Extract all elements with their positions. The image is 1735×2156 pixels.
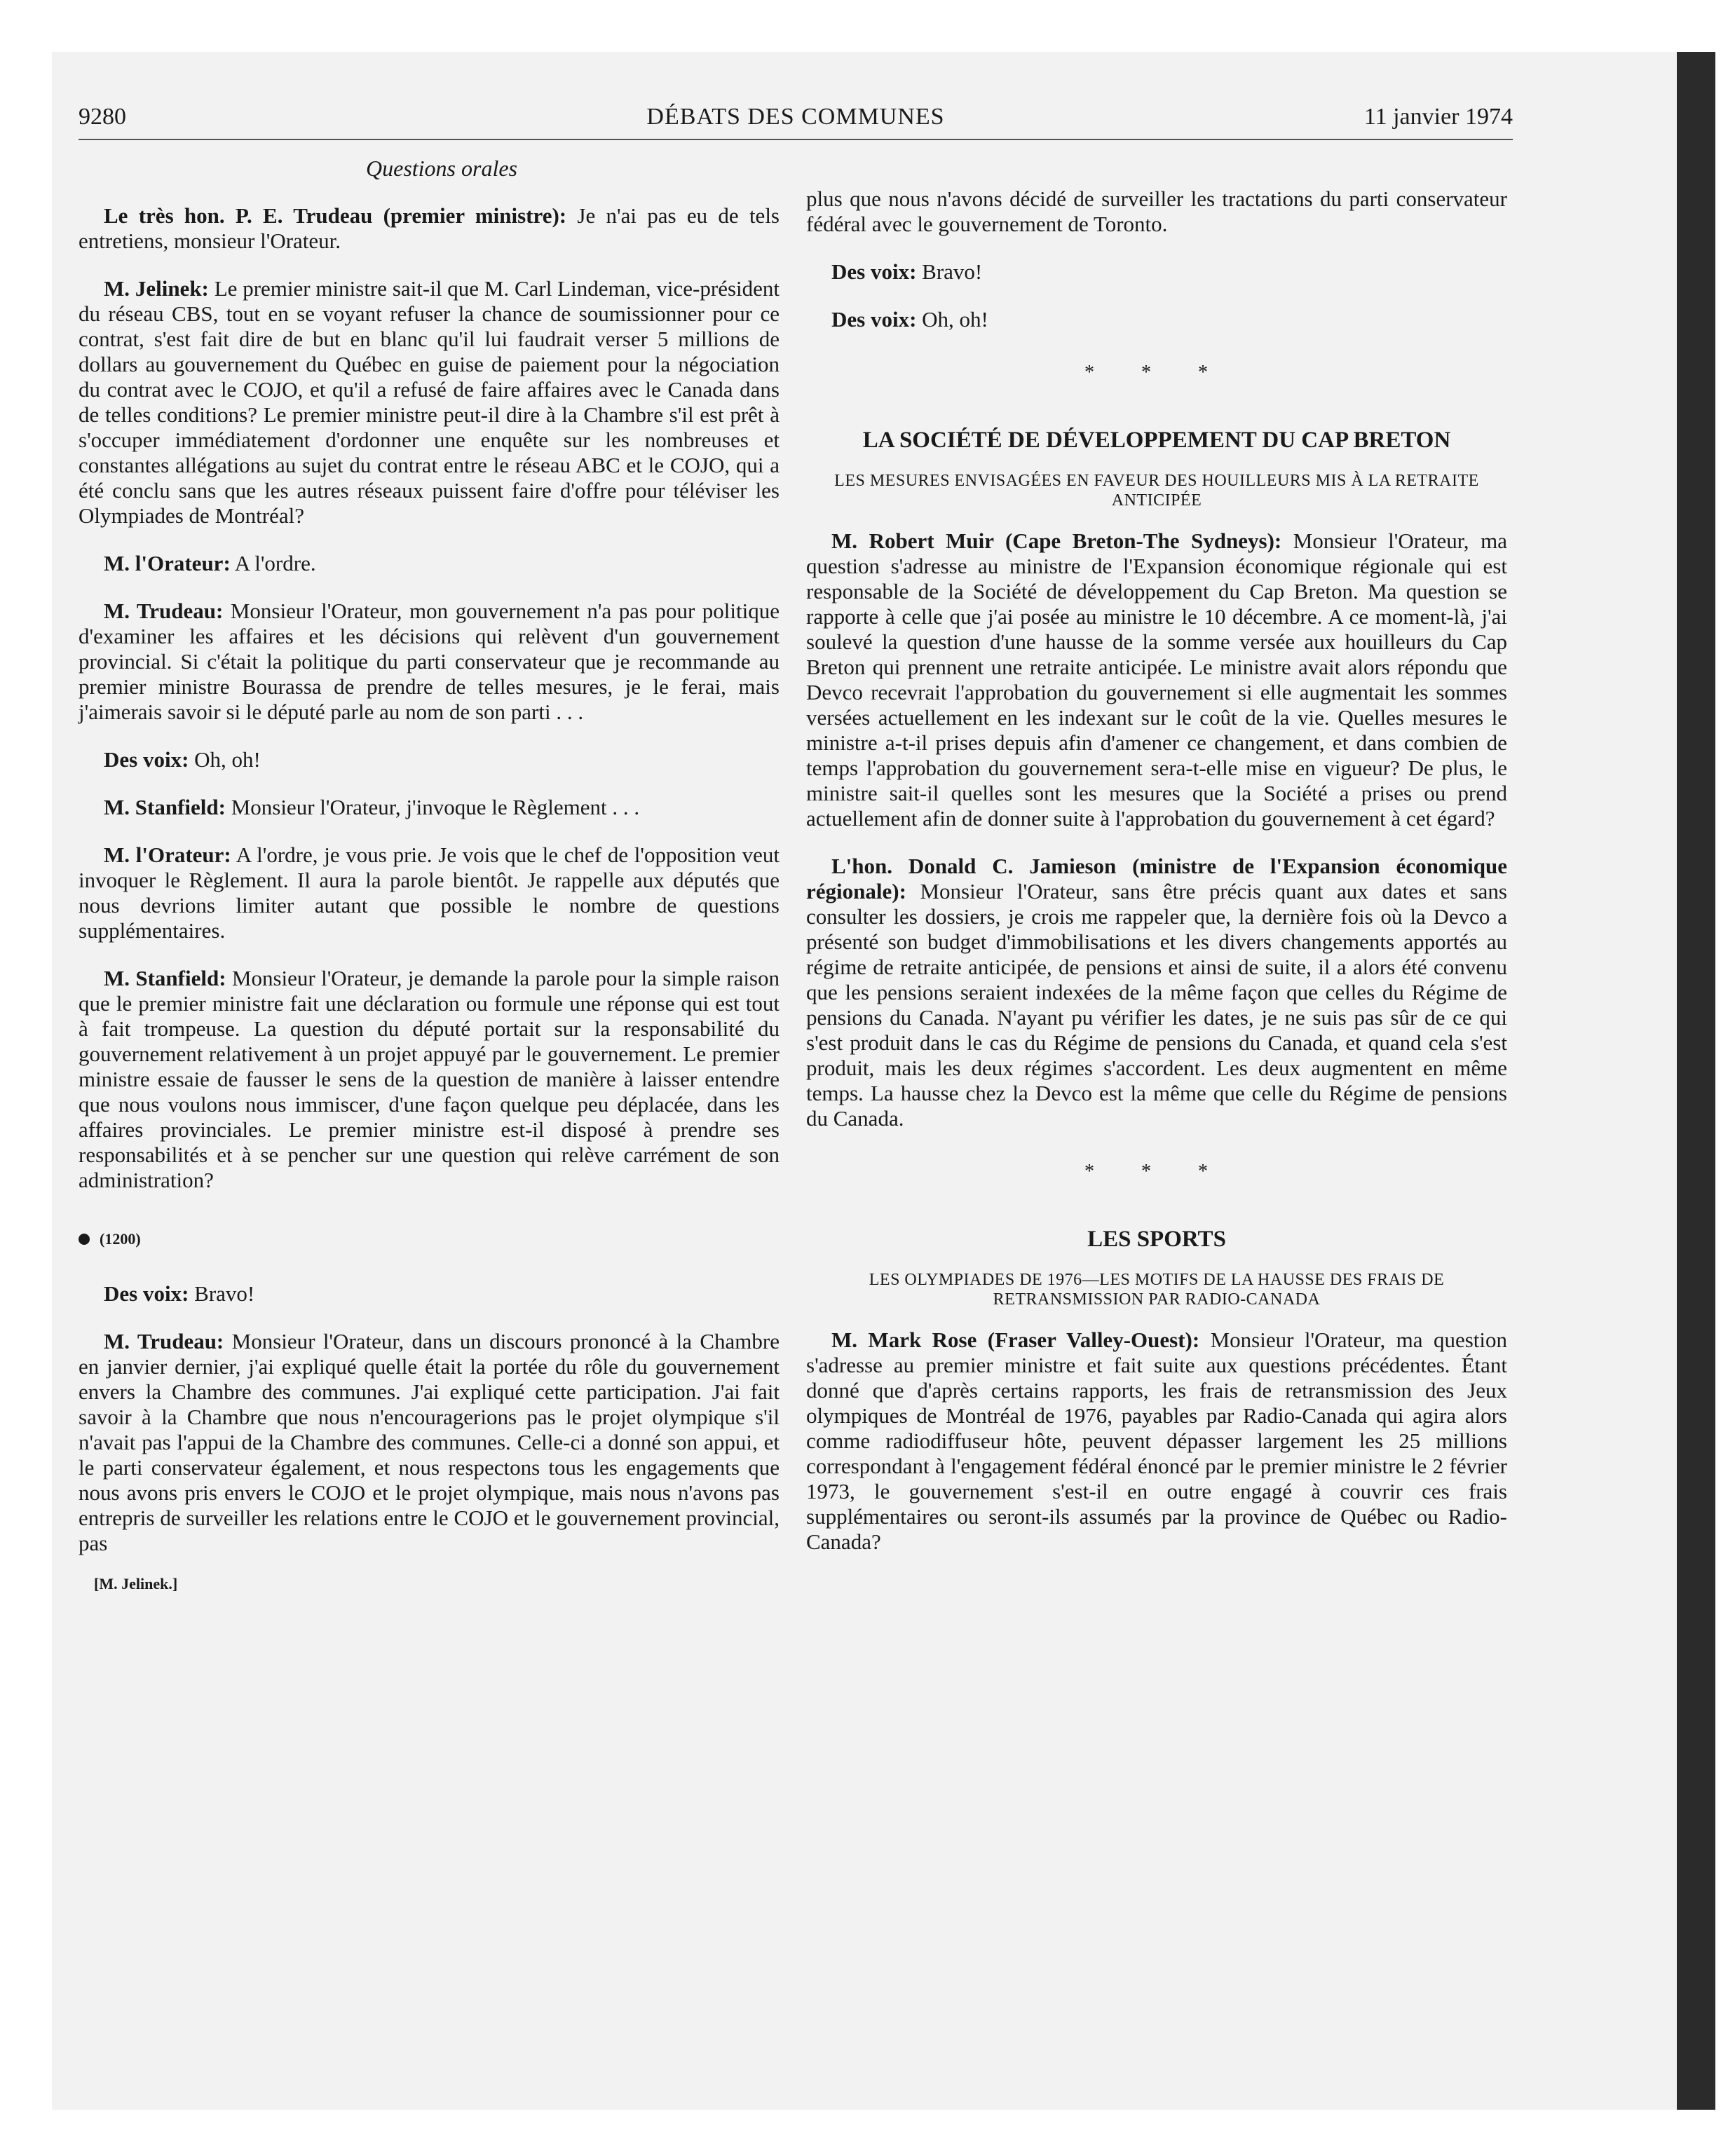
- section-separator: * * *: [1084, 1161, 1229, 1182]
- time-stamp: (1200): [100, 1230, 141, 1248]
- paragraph: [79, 1329, 780, 1556]
- paragraph: [79, 842, 780, 943]
- speaker-footer: [M. Jelinek.]: [94, 1575, 178, 1592]
- speech: Monsieur l'Orateur, je demande la parole pour la simple raison que le premier ministre fait une déclaration ou formule une réponse qui est tout à fait trompeuse. La question du député portait sur la responsabilité du gouvernement relativement à un projet appuyé par le gouvernement. Le premier ministre essaie de fausser le sens de la question de manière à laisser entendre que nous voulons nous immiscer, d'une façon quelque peu déplacée, dans les affaires provinciales. Le premier ministre est-il disposé à prendre ses responsabilités et à se pencher sur une question qui relève carrément de son administration?: [79, 966, 780, 1192]
- speaker: M. l'Orateur:: [104, 842, 231, 867]
- paragraph: [79, 747, 780, 772]
- speech: Monsieur l'Orateur, ma question s'adresse au premier ministre et fait suite aux questions précédentes. Étant donné que d'après certains rapports, les frais de retransmission des Jeux olympiques de Montréal de 1976, payables par Radio-Canada qui agira alors comme radiodiffuseur hôte, peuvent dépasser largement les 25 millions correspondant à l'engagement fédéral énoncé par le premier ministre le 2 février 1973, le gouvernement s'est-il en outre engagé à couvrir ces frais supplémentaires ou seront-ils assumés par la province de Québec ou Radio-Canada?: [806, 1328, 1507, 1554]
- time-marker: [79, 1227, 780, 1252]
- speech: plus que nous n'avons décidé de surveiller les tractations du parti conservateur fédéral avec le gouvernement de Toronto.: [806, 186, 1507, 236]
- speech: Oh, oh!: [189, 747, 261, 772]
- subsection-heading: LES OLYMPIADES DE 1976—LES MOTIFS DE LA HAUSSE DES FRAIS DE RETRANSMISSION PAR RADIO-CANADA: [869, 1271, 1445, 1309]
- speaker: M. l'Orateur:: [104, 551, 231, 575]
- speaker: M. Mark Rose (Fraser Valley-Ouest):: [831, 1328, 1200, 1352]
- speech: A l'ordre.: [230, 551, 316, 575]
- paragraph: [79, 966, 780, 1193]
- subsection-heading: LES MESURES ENVISAGÉES EN FAVEUR DES HOUILLEURS MIS À LA RETRAITE ANTICIPÉE: [834, 472, 1479, 510]
- speech: Bravo!: [916, 259, 983, 284]
- speech: Monsieur l'Orateur, sans être précis quant aux dates et sans consulter les dossiers, je crois me rappeler que, la dernière fois où la Devco a présenté son budget d'immobilisations et les divers changements apportés au régime de retraite anticipée, de pensions et ainsi de suite, il a alors été convenu que les pensions seraient indexées de la même façon que celles du Régime de pensions du Canada. N'ayant pu vérifier les dates, je ne suis pas sûr de ce qui s'est produit dans le cas du Régime de pensions du Canada, et quand cela s'est produit, mais les deux régimes s'accordent. Les deux augmentent en même temps. La hausse chez la Devco est la même que celle du Régime de pensions du Canada.: [806, 879, 1507, 1131]
- section-heading: LA SOCIÉTÉ DE DÉVELOPPEMENT DU CAP BRETON: [862, 428, 1451, 453]
- speaker: M. Robert Muir (Cape Breton-The Sydneys):: [831, 528, 1282, 553]
- paragraph: [79, 203, 780, 254]
- speaker: M. Stanfield:: [104, 795, 226, 819]
- left-column: [79, 156, 780, 1597]
- paragraph: [79, 551, 780, 576]
- publication-date: 11 janvier 1974: [1363, 104, 1513, 130]
- speaker: Des voix:: [831, 307, 917, 332]
- scan-edge: [1677, 52, 1715, 2110]
- paragraph: [79, 599, 780, 725]
- speech: Monsieur l'Orateur, mon gouvernement n'a pas pour politique d'examiner les affaires et les décisions qui relèvent d'un gouvernement provincial. Si c'était la politique du parti conservateur que je recommande au premier ministre Bourassa de prendre de telles mesures, je le ferai, mais j'aimerais savoir si le député parle au nom de son parti . . .: [79, 599, 780, 724]
- section-rubric: Questions orales: [366, 156, 517, 181]
- speech: Monsieur l'Orateur, dans un discours prononcé à la Chambre en janvier dernier, j'ai expliqué quelle était la portée du rôle du gouvernement envers la Chambre des communes. J'ai expliqué cette participation. J'ai fait savoir à la Chambre que nous n'encouragerions pas le projet olympique s'il n'avait pas l'appui de la Chambre des communes. Celle-ci a donné son appui, et le parti conservateur également, et nous respectons tous les engagements que nous avons pris envers le COJO et le projet olympique, mais nous n'avons pas entrepris de surveiller les relations entre le COJO et le gouvernement provincial, pas: [79, 1329, 780, 1555]
- speaker: Des voix:: [104, 747, 189, 772]
- paragraph: [806, 307, 1507, 332]
- speaker: M. Trudeau:: [104, 1329, 224, 1353]
- publication-title: DÉBATS DES COMMUNES: [646, 104, 945, 130]
- speech: Monsieur l'Orateur, ma question s'adresse au ministre de l'Expansion économique régionale qui est responsable de la Société de développement du Cap Breton. Ma question se rapporte à celle que j'ai posée au ministre le 10 décembre. A ce moment-là, j'ai soulevé la question d'une hausse de la somme versée aux houilleurs du Cap Breton qui prennent une retraite anticipée. Le ministre avait alors répondu que Devco recevrait l'approbation du gouvernement si elle augmentait les sommes versées actuellement en les indexant sur le coût de la vie. Quelles mesures le ministre a-t-il prises depuis afin d'amener ce changement, et dans combien de temps l'approbation du gouvernement sera-t-elle mise en vigueur? De plus, le ministre sait-il quelles sont les mesures que la Société a prises ou prend actuellement afin de donner suite à l'approbation du gouvernement à cet égard?: [806, 528, 1507, 831]
- page-header: [79, 104, 1513, 140]
- speech: Monsieur l'Orateur, j'invoque le Règlement . . .: [225, 795, 640, 819]
- paragraph: [806, 186, 1507, 237]
- paragraph: [806, 528, 1507, 831]
- section-separator: * * *: [1084, 362, 1229, 383]
- section-heading: LES SPORTS: [1087, 1227, 1226, 1252]
- speaker: M. Stanfield:: [104, 966, 226, 990]
- paragraph: [806, 259, 1507, 285]
- paragraph: [79, 276, 780, 528]
- paragraph: [806, 854, 1507, 1131]
- speech: Oh, oh!: [916, 307, 988, 332]
- speaker: L'hon. Donald C. Jamieson (ministre de l'Expansion économique régionale):: [806, 854, 1507, 903]
- speaker: M. Trudeau:: [104, 599, 224, 623]
- paragraph: [79, 795, 780, 820]
- speech: Je n'ai pas eu de tels entretiens, monsieur l'Orateur.: [79, 203, 780, 253]
- speech: Bravo!: [189, 1281, 255, 1306]
- bullet-icon: [79, 1234, 90, 1245]
- speech: A l'ordre, je vous prie. Je vois que le chef de l'opposition veut invoquer le Règlement. Il aura la parole bientôt. Je rappelle aux députés que nous devrions limiter autant que possible le nombre de questions supplémentaires.: [79, 842, 780, 943]
- speaker: Des voix:: [831, 259, 917, 284]
- speaker: M. Jelinek:: [104, 276, 209, 301]
- right-column: [806, 186, 1507, 1577]
- speaker: Le très hon. P. E. Trudeau (premier ministre):: [104, 203, 567, 228]
- speech: Le premier ministre sait-il que M. Carl Lindeman, vice-président du réseau CBS, tout en se voyant refuser la chance de soumissionner pour ce contrat, s'est fait dire de but en blanc qu'il lui faudrait verser 5 millions de dollars au gouvernement du Québec en guise de paiement pour la négociation du contrat avec le COJO, et qu'il a refusé de faire affaires avec le Canada dans de telles conditions? Le premier ministre peut-il dire à la Chambre s'il est prêt à s'occuper immédiatement d'ordonner une enquête sur les nombreuses et constantes allégations au sujet du contrat entre le réseau ABC et le COJO, qui a été conclu sans que les autres réseaux puissent faire d'offre pour téléviser les Olympiades de Montréal?: [79, 276, 780, 528]
- paragraph: [79, 1281, 780, 1306]
- speaker: Des voix:: [104, 1281, 189, 1306]
- paragraph: [806, 1328, 1507, 1555]
- page-number: 9280: [79, 104, 126, 130]
